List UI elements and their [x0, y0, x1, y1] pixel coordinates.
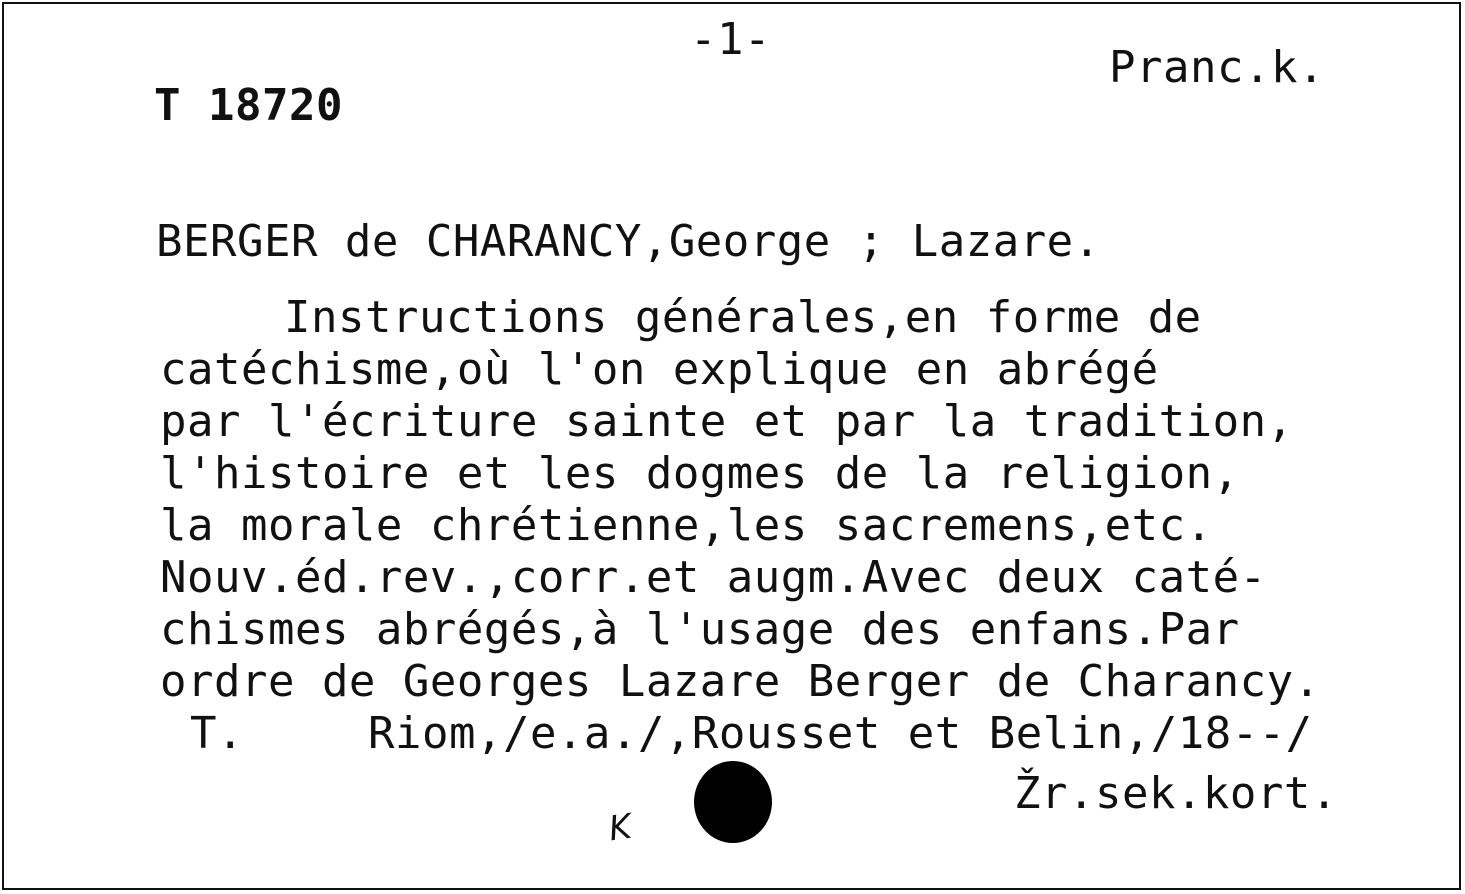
- title-line: l'histoire et les dogmes de la religion,: [160, 448, 1240, 499]
- call-number: T 18720: [154, 80, 343, 131]
- title-line: Nouv.éd.rev.,corr.et augm.Avec deux caté-: [160, 552, 1267, 603]
- imprint-prefix: T.: [190, 708, 244, 759]
- title-line: chismes abrégés,à l'usage des enfans.Par: [160, 604, 1240, 655]
- page-number: -1-: [690, 14, 771, 65]
- title-line: catéchisme,où l'on explique en abrégé: [160, 344, 1159, 395]
- catalog-note: Žr.sek.kort.: [1014, 768, 1338, 819]
- title-line: la morale chrétienne,les sacremens,etc.: [160, 500, 1213, 551]
- author-heading: BERGER de CHARANCY,George ; Lazare.: [156, 216, 1101, 267]
- title-line: Instructions générales,en forme de: [284, 292, 1202, 343]
- imprint: Riom,/e.a./,Rousset et Belin,/18--/: [368, 708, 1313, 759]
- punch-hole: [694, 761, 772, 843]
- title-line: ordre de Georges Lazare Berger de Charancy.: [160, 656, 1321, 707]
- title-line: par l'écriture sainte et par la tradition,: [160, 396, 1294, 447]
- handwritten-mark: K: [606, 806, 634, 850]
- catalog-card: [2, 2, 1461, 890]
- location-code: Pranc.k.: [1109, 42, 1325, 93]
